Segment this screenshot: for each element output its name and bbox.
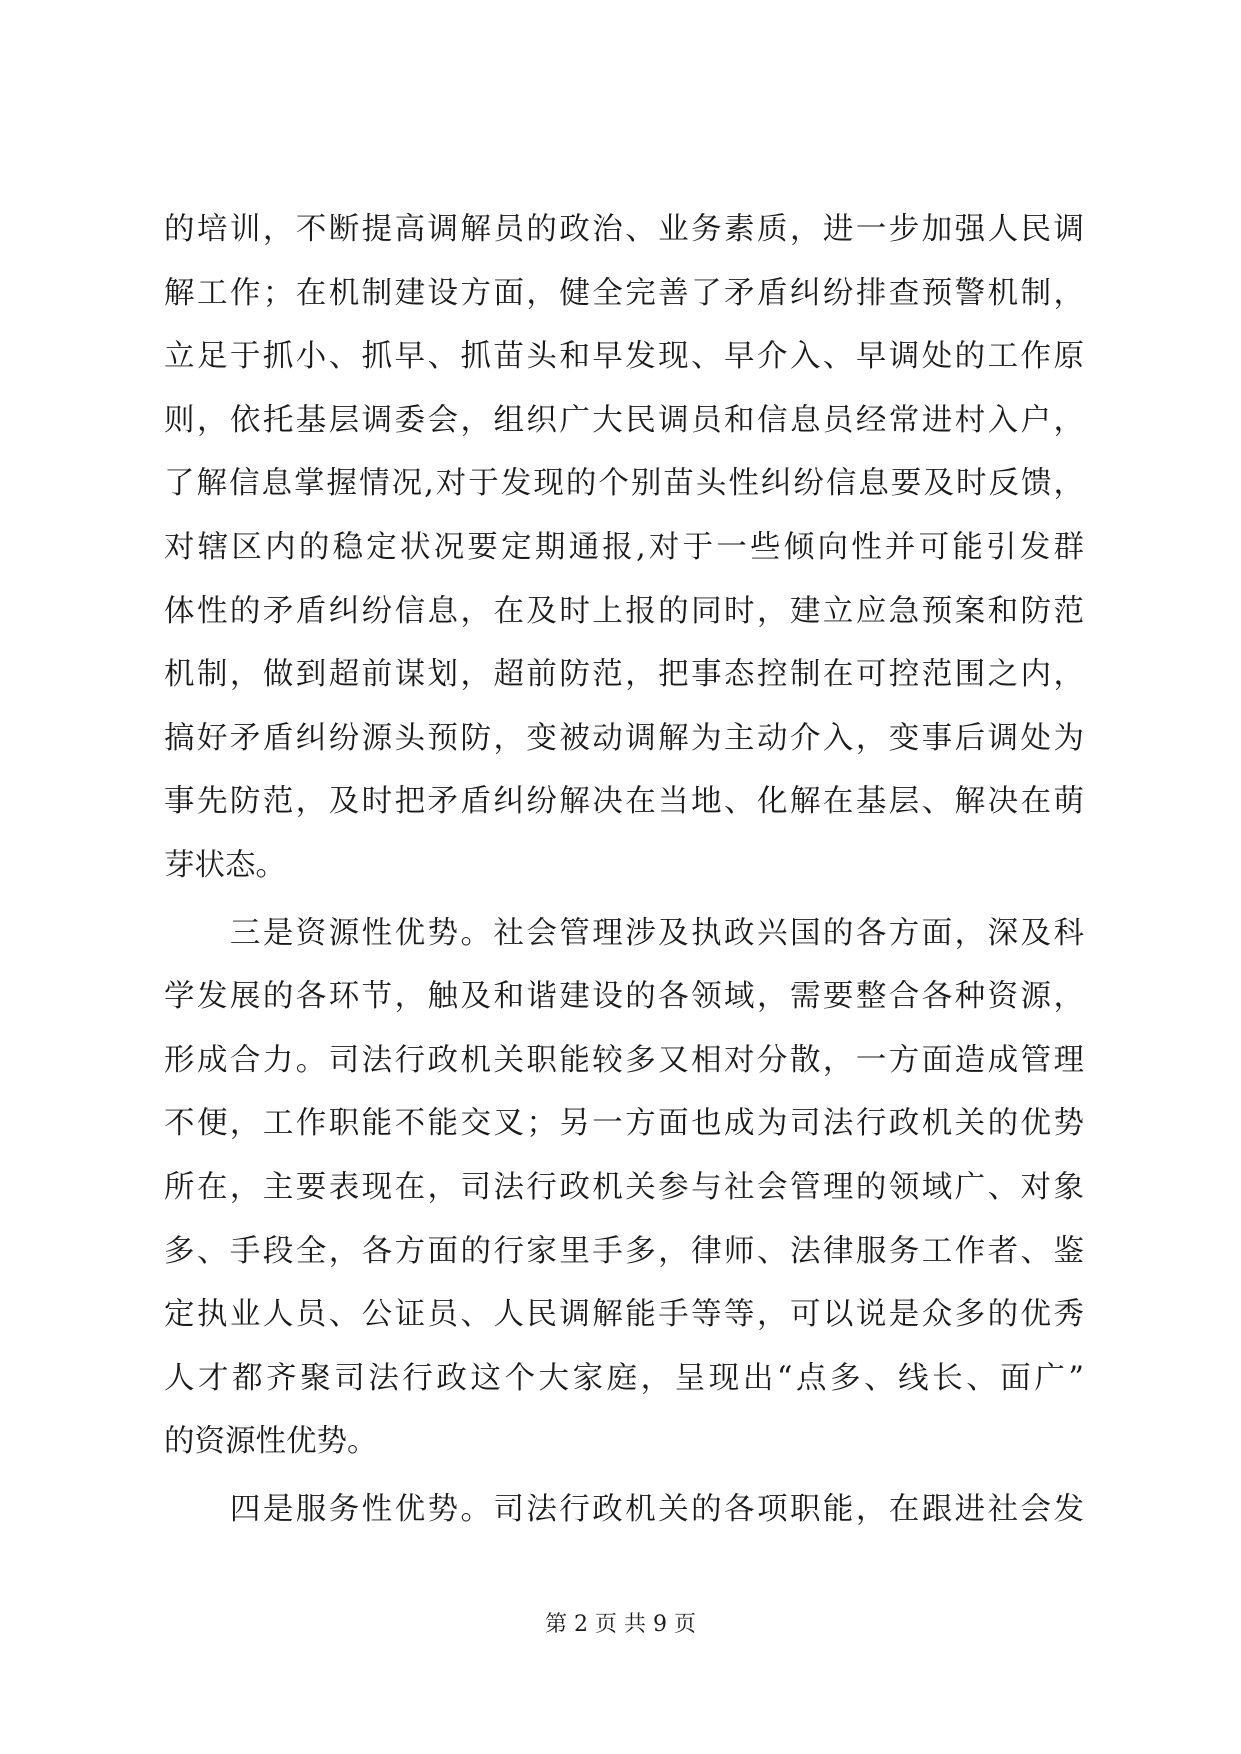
- text-line: 所在，主要表现在，司法行政机关参与社会管理的领域广、对象: [164, 1169, 1084, 1205]
- text-line: 解工作；在机制建设方面，健全完善了矛盾纠纷排查预警机制，: [164, 275, 1084, 311]
- page-footer: 第 2 页 共 9 页: [545, 1612, 696, 1637]
- text-line: 定执业人员、公证员、人民调解能手等等，可以说是众多的优秀: [164, 1297, 1084, 1333]
- text-line: 了解信息掌握情况,对于发现的个别苗头性纠纷信息要及时反馈，: [164, 466, 1084, 502]
- paragraph-end-line: 芽状态。: [164, 847, 286, 883]
- text-line: 的培训，不断提高调解员的政治、业务素质，进一步加强人民调: [164, 212, 1084, 247]
- text-line: 人才都齐聚司法行政这个大家庭，呈现出“点多、线长、面广”: [164, 1360, 1084, 1396]
- text-line: 则，依托基层调委会，组织广大民调员和信息员经常进村入户，: [164, 402, 1084, 438]
- text-line: 事先防范，及时把矛盾纠纷解决在当地、化解在基层、解决在萌: [164, 784, 1084, 820]
- paragraph-end-line: 的资源性优势。: [164, 1424, 378, 1460]
- paragraph-start-line: 三是资源性优势。社会管理涉及执政兴国的各方面，深及科: [164, 915, 1084, 951]
- text-line: 对辖区内的稳定状况要定期通报,对于一些倾向性并可能引发群: [164, 529, 1084, 565]
- paragraph-start-line: 四是服务性优势。司法行政机关的各项职能，在跟进社会发: [164, 1491, 1084, 1527]
- text-line: 形成合力。司法行政机关职能较多又相对分散，一方面造成管理: [164, 1042, 1084, 1078]
- document-body: [164, 198, 1084, 1541]
- text-line: 搞好矛盾纠纷源头预防，变被动调解为主动介入，变事后调处为: [164, 720, 1084, 756]
- text-line: 立足于抓小、抓早、抓苗头和早发现、早介入、早调处的工作原: [164, 339, 1084, 375]
- text-line: 不便，工作职能不能交叉；另一方面也成为司法行政机关的优势: [164, 1106, 1084, 1142]
- text-line: 多、手段全，各方面的行家里手多，律师、法律服务工作者、鉴: [164, 1233, 1084, 1269]
- text-line: 体性的矛盾纠纷信息，在及时上报的同时，建立应急预案和防范: [164, 593, 1084, 629]
- text-line: 学发展的各环节，触及和谐建设的各领域，需要整合各种资源，: [164, 979, 1084, 1015]
- text-line: 机制，做到超前谋划，超前防范，把事态控制在可控范围之内，: [164, 657, 1084, 693]
